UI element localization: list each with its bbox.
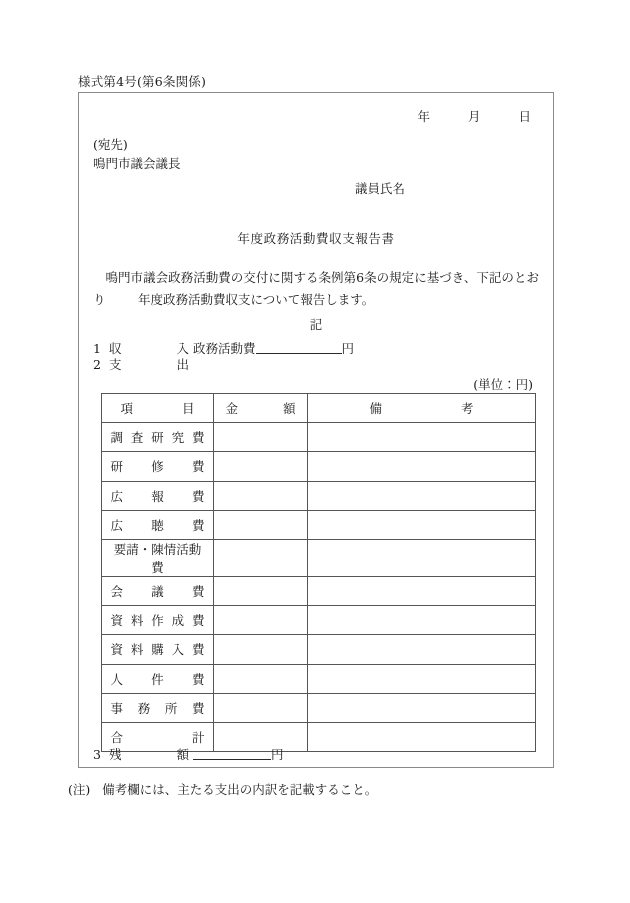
table-cell-note[interactable] bbox=[308, 576, 536, 605]
footnote bbox=[68, 780, 377, 798]
table-cell-amount[interactable] bbox=[214, 423, 308, 452]
table-body bbox=[102, 423, 536, 752]
expenditure-label: 支 出 bbox=[109, 357, 189, 372]
income-item-label: 政務活動費 bbox=[193, 341, 256, 356]
ki-mark: 記 bbox=[309, 317, 323, 332]
table-cell-item bbox=[102, 510, 214, 539]
addressee-label: (宛先) bbox=[93, 137, 128, 152]
body-paragraph bbox=[93, 267, 539, 310]
table-cell-item-label: 研修費 bbox=[110, 459, 205, 475]
table-header-row bbox=[102, 394, 536, 423]
table-cell-item bbox=[102, 606, 214, 635]
table-cell-note[interactable] bbox=[308, 635, 536, 664]
table-cell-item-label: 広聴費 bbox=[110, 517, 205, 533]
body-line-2: 度政務活動費収支について報告します。 bbox=[150, 291, 375, 307]
balance-number: 3 bbox=[93, 747, 101, 762]
table-header-item bbox=[102, 394, 214, 423]
form-frame bbox=[78, 92, 554, 768]
income-amount-blank[interactable] bbox=[256, 341, 342, 354]
footnote-mark: (注) bbox=[68, 782, 91, 797]
table-cell-note[interactable] bbox=[308, 693, 536, 722]
expenditure-line bbox=[93, 355, 193, 373]
table-cell-item-label: 人件費 bbox=[110, 671, 205, 687]
balance-line bbox=[93, 745, 284, 763]
date-day-label: 日 bbox=[518, 109, 531, 124]
table-cell-item-label: 要請・陳情活動費 bbox=[113, 541, 202, 575]
table-cell-amount[interactable] bbox=[214, 606, 308, 635]
table-cell-item-label: 事務所費 bbox=[110, 700, 205, 716]
table-row bbox=[102, 576, 536, 605]
expenditure-table bbox=[101, 393, 536, 752]
table-header-amount bbox=[214, 394, 308, 423]
member-name-label: 議員氏名 bbox=[355, 181, 406, 196]
table-cell-amount[interactable] bbox=[214, 452, 308, 481]
table-cell-item bbox=[102, 576, 214, 605]
income-label: 収 入 bbox=[109, 341, 189, 356]
expenditure-number: 2 bbox=[93, 357, 101, 372]
table-cell-item-label: 調査研究費 bbox=[110, 430, 205, 446]
table-cell-item bbox=[102, 481, 214, 510]
table-row bbox=[102, 423, 536, 452]
income-unit-label: 円 bbox=[341, 341, 355, 356]
table-cell-note[interactable] bbox=[308, 452, 536, 481]
table-cell-item-label: 資料作成費 bbox=[110, 613, 205, 629]
table-cell-note[interactable] bbox=[308, 481, 536, 510]
table-cell-item bbox=[102, 635, 214, 664]
table-cell-note[interactable] bbox=[308, 606, 536, 635]
table-header-amount-label: 金 額 bbox=[225, 401, 296, 417]
table-cell-item-label: 広報費 bbox=[110, 488, 205, 504]
table-cell-note[interactable] bbox=[308, 722, 536, 751]
balance-label: 残 額 bbox=[109, 747, 189, 762]
table-cell-item bbox=[102, 693, 214, 722]
table-cell-note[interactable] bbox=[308, 510, 536, 539]
table-header-item-label: 項 目 bbox=[120, 401, 195, 417]
table-cell-amount[interactable] bbox=[214, 664, 308, 693]
table-cell-amount[interactable] bbox=[214, 693, 308, 722]
table-row bbox=[102, 606, 536, 635]
balance-amount-blank[interactable] bbox=[193, 747, 271, 760]
addressee-name: 鳴門市議会議長 bbox=[93, 156, 181, 172]
table-cell-amount[interactable] bbox=[214, 635, 308, 664]
table-cell-amount[interactable] bbox=[214, 576, 308, 605]
table-cell-item-label: 合計 bbox=[110, 729, 205, 745]
table-row bbox=[102, 510, 536, 539]
footnote-text: 備考欄には、主たる支出の内訳を記載すること。 bbox=[102, 782, 378, 797]
table-cell-item-label: 資料購入費 bbox=[110, 642, 205, 658]
table-header-note bbox=[308, 394, 536, 423]
table-cell-note[interactable] bbox=[308, 423, 536, 452]
table-row bbox=[102, 539, 536, 576]
body-line-1: 鳴門市議会政務活動費の交付に関する条例第6条の規定に基づき、下記のとおり bbox=[93, 270, 539, 307]
table-cell-note[interactable] bbox=[308, 539, 536, 576]
income-number: 1 bbox=[93, 341, 101, 356]
addressee-block bbox=[93, 135, 181, 174]
table-row bbox=[102, 693, 536, 722]
date-line bbox=[417, 107, 531, 125]
body-line-1-tail: 年 bbox=[138, 291, 151, 307]
table-cell-note[interactable] bbox=[308, 664, 536, 693]
date-year-label: 年 bbox=[417, 109, 430, 124]
table-row bbox=[102, 664, 536, 693]
table-row bbox=[102, 635, 536, 664]
unit-note: (単位：円) bbox=[473, 377, 533, 392]
table-cell-item bbox=[102, 539, 214, 576]
table-cell-amount[interactable] bbox=[214, 539, 308, 576]
table-header-note-label: 備 考 bbox=[369, 401, 474, 417]
balance-unit-label: 円 bbox=[271, 747, 284, 762]
table-cell-item bbox=[102, 452, 214, 481]
form-number-heading: 様式第4号(第6条関係) bbox=[78, 74, 207, 89]
table-cell-item-label: 会議費 bbox=[110, 584, 205, 600]
date-month-label: 月 bbox=[467, 109, 481, 124]
table-row bbox=[102, 481, 536, 510]
document-title: 年度政務活動費収支報告書 bbox=[237, 231, 395, 246]
table-cell-item bbox=[102, 423, 214, 452]
table-row bbox=[102, 452, 536, 481]
table-cell-amount[interactable] bbox=[214, 481, 308, 510]
table-cell-amount[interactable] bbox=[214, 510, 308, 539]
table-cell-item bbox=[102, 664, 214, 693]
